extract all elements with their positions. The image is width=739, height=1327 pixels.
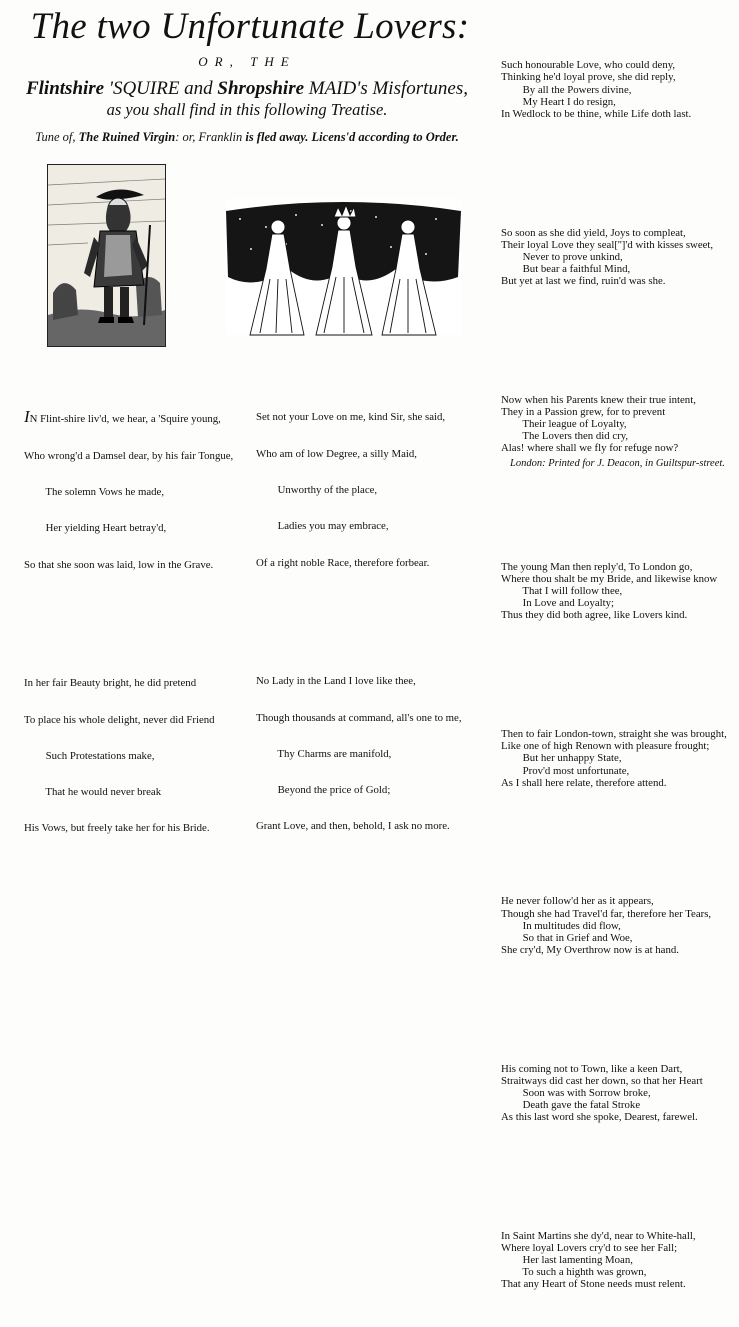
- stanza-left-2: In her fair Beauty bright, he did pretend To place his whole delight, never did Friend Such Protestations make, That he would never break His Vows, but freely take her for his Bride.: [24, 677, 215, 835]
- tune-middle: : or, Franklin: [175, 130, 246, 144]
- tune-name-1: The Ruined Virgin: [78, 130, 176, 144]
- column-left: [24, 363, 233, 871]
- stanza-right-8: In Saint Martins she dy'd, near to White-hall, Where loyal Lovers cry'd to see her Fall; Her last lamenting Moan, To such a highth was grown, That any Heart of Stone needs must relent.: [501, 1229, 696, 1291]
- ballad-title: The two Unfortunate Lovers:: [30, 6, 470, 47]
- stanza-right-2: So soon as she did yield, Joys to compleat, Their loyal Love they seal['']'d with kisses sweet, Never to prove unkind, But bear a faithful Mind, But yet at last we find, ruin'd was she.: [501, 226, 714, 287]
- subtitle-shropshire: Shropshire: [217, 78, 305, 99]
- woodcut-gentleman: [47, 164, 166, 347]
- or-line: OR, THE: [198, 54, 296, 69]
- stanza-left-1: IN Flint-shire liv'd, we hear, a 'Squire young, Who wrong'd a Damsel dear, by his fair Tongue, The solemn Vows he made, Her yielding Heart betray'd, So that she soon was laid, low in the Grave.: [24, 407, 234, 571]
- subtitle-line-2: as you shall find in this following Treatise.: [106, 100, 388, 119]
- stanza-middle-1: Set not your Love on me, kind Sir, she said, Who am of low Degree, a silly Maid, Unworthy of the place, Ladies you may embrace, Of a right noble Race, therefore forbear.: [256, 411, 446, 569]
- subtitle-flintshire: Flintshire: [25, 78, 105, 99]
- stanza-right-3: Now when his Parents knew their true intent, They in a Passion grew, for to prevent Their league of Loyalty, The Lovers then did cry, Alas! where shall we fly for refuge now?: [501, 393, 696, 455]
- stanza-right-6: He never follow'd her as it appears, Though she had Travel'd far, therefore her Tears, In multitudes did flow, So that in Grief and Woe, She cry'd, My Overthrow now is at hand.: [501, 895, 712, 956]
- column-right: [501, 11, 727, 1327]
- column-middle: [256, 363, 462, 869]
- drop-cap: I: [24, 407, 30, 427]
- subtitle-maid: MAID: [304, 78, 357, 99]
- tune-line: [0, 130, 494, 145]
- stanza-right-5: Then to fair London-town, straight she was brought, Like one of high Renown with pleasure frought; But her unhappy State, Prov'd most unfortunate, As I shall here relate, therefore attend.: [501, 728, 727, 789]
- stanza-middle-2: No Lady in the Land I love like thee, Though thousands at command, all's one to me, Thy Charms are manifold, Beyond the price of Gold; Grant Love, and then, behold, I ask no more.: [256, 675, 462, 833]
- stanza-right-7: His coming not to Town, like a keen Dart, Straitways did cast her down, so that her Heart Soon was with Sorrow broke, Death gave the fatal Stroke As this last word she spoke, Dearest, farewel.: [501, 1062, 703, 1124]
- stanza-right-4: The young Man then reply'd, To London go, Where thou shalt be my Bride, and likewise know That I will follow thee, In Love and Loyalty; Thus they did both agree, like Lovers kind.: [501, 561, 718, 622]
- imprint: London: Printed for J. Deacon, in Guiltspur-street.: [510, 458, 725, 469]
- stanza-right-1: Such honourable Love, who could deny, Thinking he'd loyal prove, she did reply, By all the Powers divine, My Heart I do resign, In Wedlock to be thine, while Life doth last.: [501, 59, 692, 120]
- tune-prefix: Tune of,: [35, 130, 79, 144]
- woodcut-three-ladies: [226, 199, 461, 335]
- subtitle-line-1: [0, 78, 494, 100]
- subtitle-squire: 'SQUIRE and: [104, 78, 218, 99]
- subtitle-misfortunes: 's Misfortunes,: [356, 78, 469, 99]
- tune-name-2: is fled away. Licens'd according to Order.: [245, 130, 459, 144]
